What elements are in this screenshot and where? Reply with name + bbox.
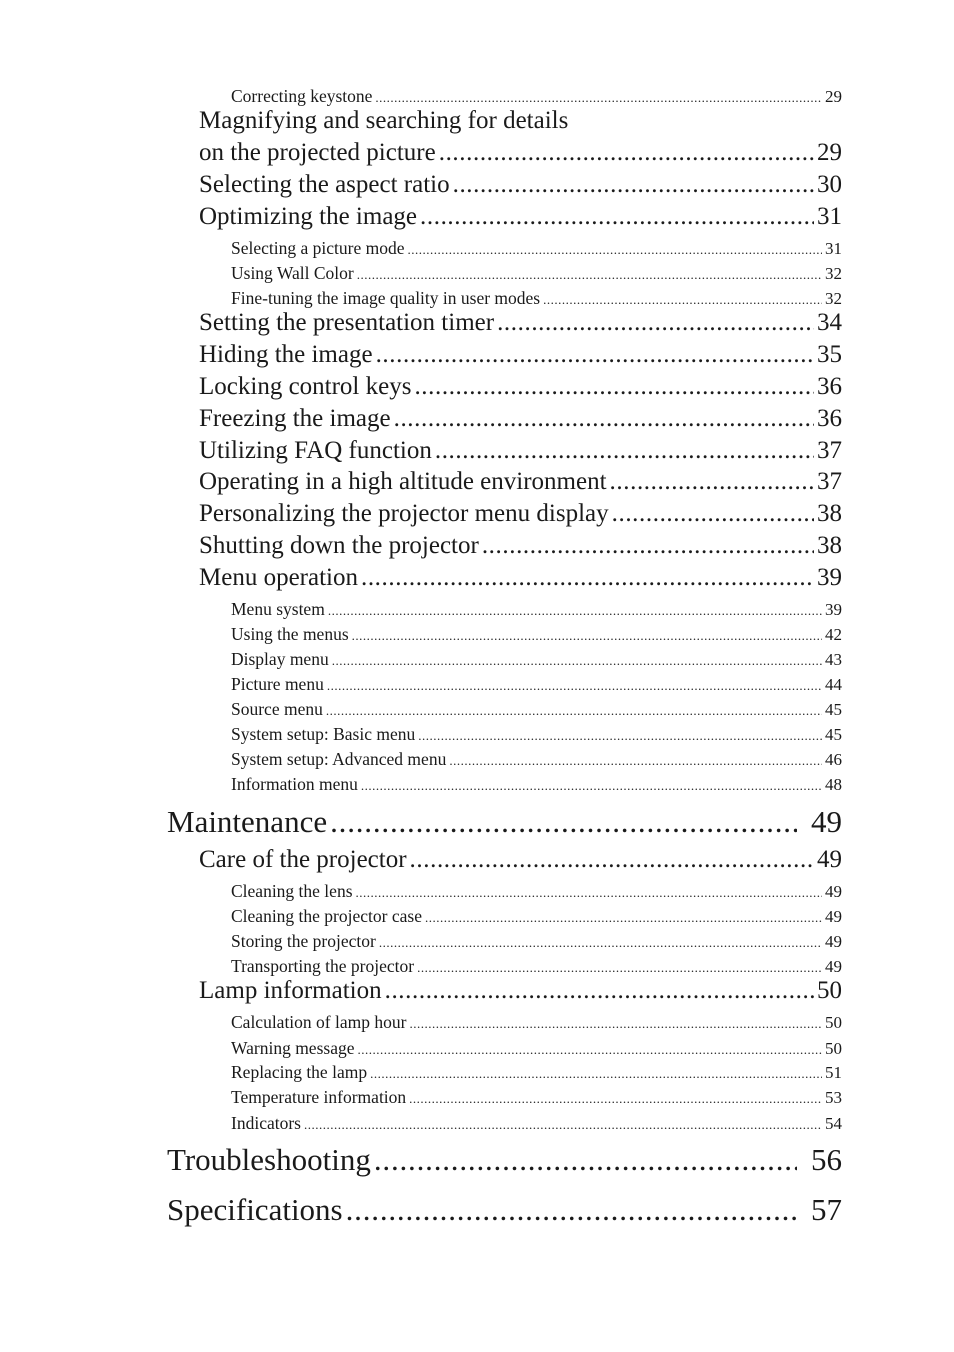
toc-entry-page: 44 — [825, 675, 842, 694]
toc-entry-label: Selecting the aspect ratio — [199, 171, 450, 198]
toc-entry-page: 46 — [825, 750, 842, 769]
dot-leader — [420, 203, 814, 231]
toc-entry-page: 49 — [825, 932, 842, 951]
dot-leader — [332, 653, 822, 669]
toc-entry[interactable] — [231, 288, 842, 309]
toc-entry[interactable] — [199, 171, 842, 199]
dot-leader — [497, 309, 814, 337]
dot-leader — [361, 564, 814, 592]
toc-entry-label: Care of the projector — [199, 846, 407, 873]
toc-entry-label: Lamp information — [199, 977, 382, 1004]
toc-entry-page: 31 — [817, 203, 842, 230]
toc-chapter[interactable] — [167, 1142, 842, 1178]
toc-entry-page: 36 — [817, 373, 842, 400]
toc-entry[interactable] — [231, 724, 842, 745]
toc-entry-page: 38 — [817, 532, 842, 559]
toc-entry[interactable] — [231, 599, 842, 620]
dot-leader — [414, 373, 814, 401]
toc-entry-page: 31 — [825, 239, 842, 258]
toc-chapter-label: Maintenance — [167, 804, 328, 839]
toc-entry-page: 38 — [817, 500, 842, 527]
toc-entry[interactable] — [199, 500, 842, 528]
toc-entry[interactable] — [199, 437, 842, 465]
dot-leader — [375, 90, 822, 106]
toc-entry[interactable] — [231, 238, 842, 259]
dot-leader — [417, 960, 822, 976]
toc-entry[interactable] — [231, 263, 842, 284]
toc-entry-label: Fine-tuning the image quality in user modes — [231, 288, 541, 308]
dot-leader — [370, 1066, 822, 1082]
toc-entry[interactable] — [231, 1038, 842, 1059]
toc-entry-page: 29 — [825, 87, 842, 106]
dot-leader — [439, 139, 814, 167]
toc-entry-page: 50 — [825, 1013, 842, 1032]
toc-entry-label: Picture menu — [231, 674, 324, 694]
toc-entry-page: 42 — [825, 625, 842, 644]
dot-leader — [361, 778, 822, 794]
toc-entry[interactable] — [199, 468, 842, 496]
toc-entry-page: 53 — [825, 1088, 842, 1107]
dot-leader — [352, 628, 822, 644]
toc-entry-page: 49 — [817, 846, 842, 873]
dot-leader — [418, 728, 822, 744]
toc-entry[interactable] — [231, 674, 842, 695]
toc-entry-label: Cleaning the projector case — [231, 906, 422, 926]
toc-entry-label: on the projected picture — [199, 139, 436, 166]
toc-entry[interactable] — [199, 203, 842, 231]
toc-entry-label: Information menu — [231, 774, 358, 794]
dot-leader — [374, 1142, 797, 1178]
toc-entry-page: 51 — [825, 1063, 842, 1082]
toc-entry[interactable] — [199, 532, 842, 560]
toc-chapter-label: Specifications — [167, 1192, 343, 1227]
toc-entry[interactable] — [199, 405, 842, 433]
dot-leader — [304, 1117, 822, 1133]
toc-entry-page: 45 — [825, 700, 842, 719]
dot-leader — [379, 935, 822, 951]
toc-entry-label: Using the menus — [231, 624, 349, 644]
toc-entry-page: 49 — [825, 907, 842, 926]
toc-entry-page: 45 — [825, 725, 842, 744]
toc-entry[interactable] — [199, 309, 842, 337]
toc-entry[interactable] — [199, 341, 842, 369]
dot-leader — [328, 603, 822, 619]
toc-entry-page: 32 — [825, 264, 842, 283]
toc-entry-label: System setup: Advanced menu — [231, 749, 447, 769]
toc-entry-label: System setup: Basic menu — [231, 724, 416, 744]
toc-entry-page: 37 — [817, 468, 842, 495]
toc-entry-page: 30 — [817, 171, 842, 198]
toc-entry-label: Menu operation — [199, 564, 358, 591]
toc-entry[interactable] — [231, 1087, 842, 1108]
toc-entry-label: Calculation of lamp hour — [231, 1012, 407, 1032]
toc-chapter-page: 49 — [811, 804, 842, 839]
dot-leader — [394, 405, 814, 433]
toc-entry-page: 50 — [825, 1039, 842, 1058]
toc-entry[interactable] — [231, 1113, 842, 1134]
toc-entry-page: 32 — [825, 289, 842, 308]
toc-entry[interactable] — [231, 906, 842, 927]
toc-entry-page: 50 — [817, 977, 842, 1004]
toc-entry[interactable] — [231, 749, 842, 770]
toc-entry[interactable] — [231, 774, 842, 795]
dot-leader — [346, 1192, 797, 1228]
dot-leader — [327, 678, 822, 694]
toc-entry-page: 49 — [825, 882, 842, 901]
toc-entry-label[interactable]: Magnifying and searching for details — [199, 107, 569, 134]
dot-leader — [610, 468, 814, 496]
toc-entry[interactable] — [199, 139, 842, 167]
toc-entry[interactable] — [231, 1062, 842, 1083]
dot-leader — [409, 1016, 822, 1032]
toc-entry-page: 29 — [817, 139, 842, 166]
toc-entry-page: 49 — [825, 957, 842, 976]
toc-entry-label: Personalizing the projector menu display — [199, 500, 609, 527]
toc-entry-page: 43 — [825, 650, 842, 669]
dot-leader — [425, 910, 822, 926]
toc-entry-label: Transporting the projector — [231, 956, 415, 976]
dot-leader — [409, 1091, 822, 1107]
toc-chapter[interactable] — [167, 804, 842, 840]
dot-leader — [376, 341, 814, 369]
toc-entry-page: 39 — [825, 600, 842, 619]
toc-entry-label: Locking control keys — [199, 373, 412, 400]
toc-entry[interactable] — [231, 931, 842, 952]
toc-entry-label: Shutting down the projector — [199, 532, 479, 559]
dot-leader — [407, 242, 822, 258]
toc-entry-label: Storing the projector — [231, 931, 376, 951]
dot-leader — [356, 885, 822, 901]
dot-leader — [453, 171, 814, 199]
toc-entry[interactable] — [231, 86, 842, 107]
toc-entry-label: Setting the presentation timer — [199, 309, 495, 336]
toc-entry[interactable] — [231, 881, 842, 902]
toc-entry-label: Using Wall Color — [231, 263, 354, 283]
toc-entry-label: Operating in a high altitude environment — [199, 468, 607, 495]
toc-chapter[interactable] — [167, 1192, 842, 1228]
toc-entry-label: Optimizing the image — [199, 203, 418, 230]
toc-entry-label: Source menu — [231, 699, 323, 719]
dot-leader — [357, 1042, 822, 1058]
toc-entry[interactable] — [231, 956, 842, 977]
toc-entry-page: 35 — [817, 341, 842, 368]
toc-entry[interactable] — [231, 649, 842, 670]
toc-entry[interactable] — [199, 373, 842, 401]
toc-entry[interactable] — [231, 1012, 842, 1033]
dot-leader — [449, 753, 822, 769]
dot-leader — [357, 267, 822, 283]
toc-entry[interactable] — [231, 624, 842, 645]
toc-entry-label: Replacing the lamp — [231, 1062, 368, 1082]
dot-leader — [330, 804, 797, 840]
dot-leader — [326, 703, 822, 719]
toc-chapter-label: Troubleshooting — [167, 1142, 371, 1177]
dot-leader — [543, 292, 822, 308]
toc-entry-label: Freezing the image — [199, 405, 391, 432]
toc-entry-label: Display menu — [231, 649, 329, 669]
dot-leader — [410, 846, 814, 874]
toc-chapter-page: 57 — [811, 1192, 842, 1227]
toc-entry-page: 34 — [817, 309, 842, 336]
dot-leader — [435, 437, 814, 465]
toc-entry-page: 54 — [825, 1114, 842, 1133]
dot-leader — [612, 500, 814, 528]
toc-entry-label: Hiding the image — [199, 341, 373, 368]
toc-entry-label: Correcting keystone — [231, 86, 373, 106]
toc-entry-label: Temperature information — [231, 1087, 407, 1107]
toc-entry[interactable] — [199, 846, 842, 874]
toc-entry-page: 37 — [817, 437, 842, 464]
toc-entry-label: Warning message — [231, 1038, 355, 1058]
toc-entry-label: Indicators — [231, 1113, 301, 1133]
toc-chapter-page: 56 — [811, 1142, 842, 1177]
toc-entry-label: Cleaning the lens — [231, 881, 353, 901]
toc-entry-page: 48 — [825, 775, 842, 794]
toc-entry[interactable] — [199, 564, 842, 592]
toc-entry[interactable] — [199, 977, 842, 1005]
dot-leader — [385, 977, 814, 1005]
toc-entry-page: 39 — [817, 564, 842, 591]
toc-entry-label: Menu system — [231, 599, 325, 619]
dot-leader — [482, 532, 814, 560]
toc-entry-label: Selecting a picture mode — [231, 238, 405, 258]
toc-entry-label: Utilizing FAQ function — [199, 437, 432, 464]
toc-entry[interactable] — [231, 699, 842, 720]
toc-entry-page: 36 — [817, 405, 842, 432]
